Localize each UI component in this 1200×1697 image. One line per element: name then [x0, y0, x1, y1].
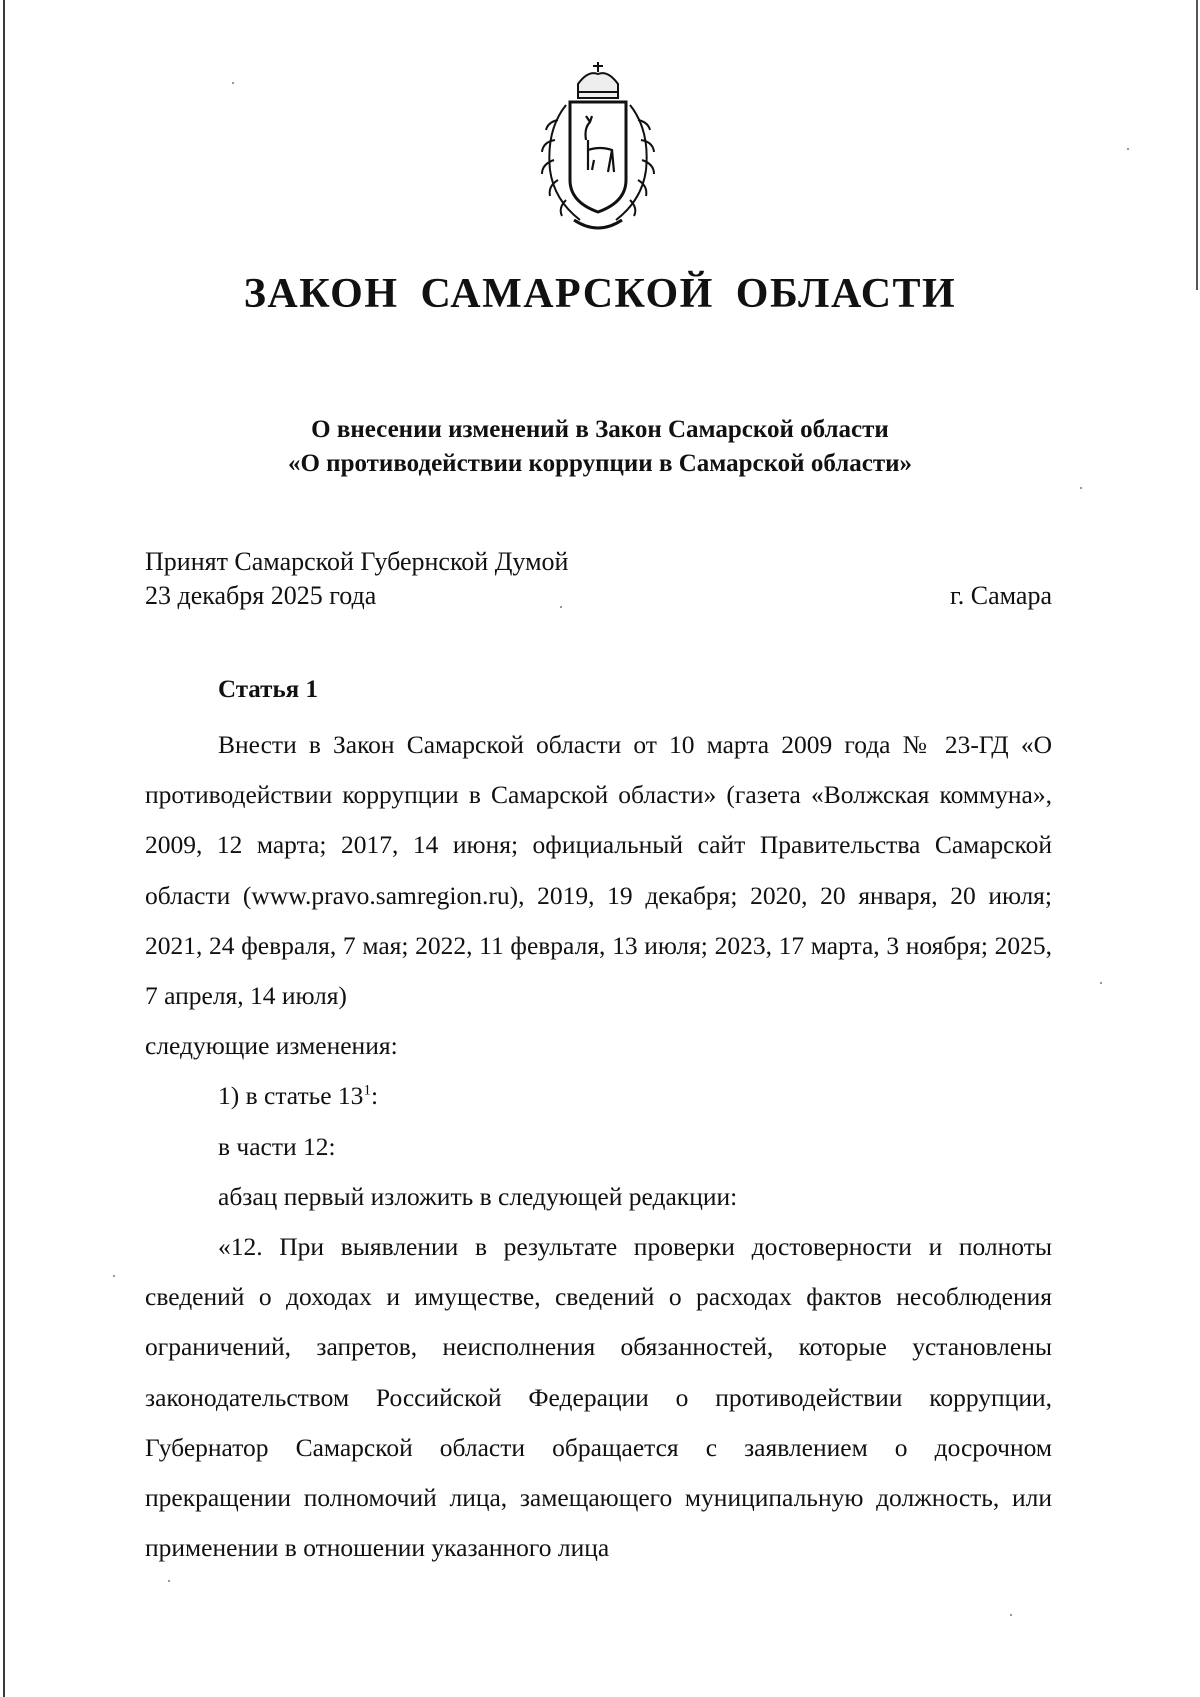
scan-speck [1100, 982, 1102, 984]
adoption-note [145, 545, 568, 613]
superscript: 1 [363, 1082, 371, 1099]
list-item-1 [145, 1071, 1052, 1121]
document-body [145, 720, 1052, 1573]
city: г. Самара [950, 581, 1052, 610]
document-subtitle-line1: О внесении изменений в Закон Самарской области [311, 416, 889, 443]
scan-speck [1127, 148, 1129, 150]
scan-speck [113, 1275, 115, 1277]
article-heading: Статья 1 [218, 676, 318, 703]
document-subtitle-line2: «О противодействии коррупции в Самарской области» [287, 450, 913, 477]
list-item-3: абзац первый изложить в следующей редакции: [218, 1181, 738, 1211]
scan-edge-left [3, 0, 5, 1697]
paragraph-main-end: следующие изменения: [145, 1031, 398, 1061]
paragraph-main: Внести в Закон Самарской области от 10 марта 2009 года № 23-ГД «О противодействии коррупции в Самарской области» (газета «Волжская коммуна», 2009, 12 марта; 2017, 14 июня; официальный сайт Правительства Самарской области (www.pravo.samregion.ru), 2019, 19 декабря; 2020, 20 января, 20 июля; 2021, 24 февраля, 7 мая; 2022, 11 февраля, 13 июля; 2023, 17 марта, 3 ноября; 2025, 7 апреля, 14 июля) [145, 730, 1052, 1011]
scan-speck [1010, 1614, 1012, 1616]
quoted-paragraph: «12. При выявлении в результате проверки достоверности и полноты сведений о доходах и имуществе, сведений о расходах фактов несоблюдения ограничений, запретов, неисполнения обязанностей, которые установлены законодательством Российской Федерации о противодействии коррупции, Губернатор Самарской области обращается с заявлением о досрочном прекращении полномочий лица, замещающего муниципальную должность, или применении в отношении указанного лица [145, 1232, 1052, 1563]
list-item-1-text: 1) в статье 13 [218, 1081, 364, 1111]
scan-edge-right [1196, 0, 1198, 290]
list-item-2: в части 12: [218, 1131, 336, 1161]
list-item-1-colon: : [370, 1081, 379, 1111]
scan-speck [168, 1580, 170, 1582]
adoption-date: 23 декабря 2025 года [145, 581, 377, 610]
document-title: ЗАКОН САМАРСКОЙ ОБЛАСТИ [243, 271, 957, 317]
samara-coat-of-arms-icon [528, 60, 668, 238]
scan-speck [1080, 487, 1082, 489]
adoption-body: Принят Самарской Губернской Думой [145, 547, 569, 576]
scan-speck [232, 82, 234, 84]
